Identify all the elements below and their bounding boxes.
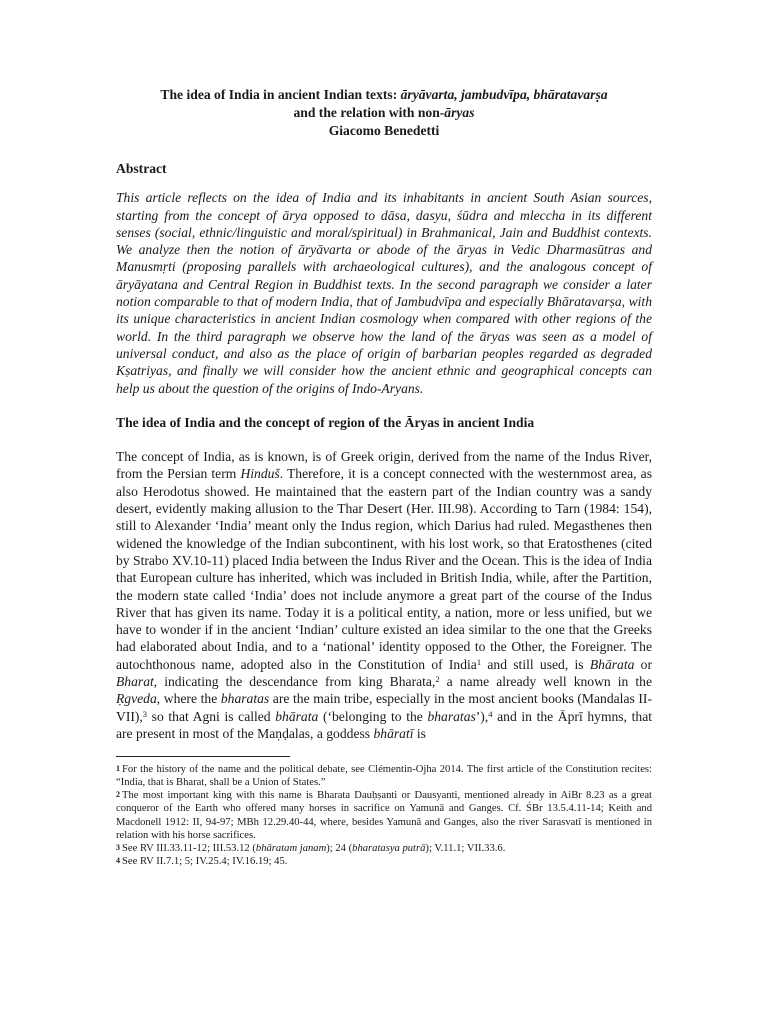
footnote-divider bbox=[116, 756, 290, 757]
footnote-ref-3[interactable]: 3 bbox=[142, 708, 148, 719]
footnote-2: $^2$ The most important king with this name is Bharata Dauḥṣanti or Dausyanti, mentioned already in AiBr 8.23 as a great conqueror of the Earth who offered many horses in sacrifice on Yamunā and Ganges. Cf. ŚBr 13.5.4.11-14; Keith and Macdonell 1912: II, 94-97; MBh 12.29.40-44, where, besides Yamunā and Ganges, also the river Sarasvatī is mentioned in relation with his horse sacrifices. bbox=[116, 790, 652, 841]
section-heading: The idea of India and the concept of region of the Āryas in ancient India bbox=[116, 414, 535, 430]
footnote-1: $^1$ For the history of the name and the political debate, see Clémentin-Ojha 2014. The first article of the Constitution recites: “India, that is Bharat, shall be a Union of States.” bbox=[116, 764, 652, 789]
footnote-ref-1[interactable]: 1 bbox=[476, 656, 482, 667]
footnote-ref-2[interactable]: 2 bbox=[435, 674, 440, 685]
abstract-heading: Abstract bbox=[116, 161, 167, 176]
abstract-text: This article reflects on the idea of India and its inhabitants in ancient South Asian sources, starting from the concept of ārya opposed to dāsa, dasyu, śūdra and mleccha in its different senses (social, ethnic/linguistic and moral/spiritual) in Brahmanical, Jain and Buddhist contexts. We analyze then the notion of āryāvarta or abode of the āryas in Vedic Dharmasūtras and Manusmṛti (proposing parallels with archaeological cultures), and the analogous concept of āryāyatana and Central Region in Buddhist texts. In the second paragraph we consider a later notion comparable to that of modern India, that of Jambudvīpa and especially Bhāratavarṣa, with its unique characteristics in ancient Indian cosmology when compared with other regions of the world. In the third paragraph we observe how the land of the āryas was seen as a model of universal conduct, and also as the place of origin of barbarian peoples regarded as degraded Kṣatriyas, and finally we will consider how the ancient ethnic and geographical concepts can help us about the question of the origins of Indo-Aryans. bbox=[116, 190, 652, 396]
title-line-2: and the relation with non-āryas bbox=[293, 105, 475, 120]
title-line-1: The idea of India in ancient Indian texts: āryāvarta, jambudvīpa, bhāratavarṣa bbox=[160, 87, 608, 102]
author-name: Giacomo Benedetti bbox=[328, 123, 440, 138]
footnotes bbox=[116, 763, 652, 868]
footnote-3: $^3$ See RV III.33.11-12; III.53.12 (bhāratam janam); 24 (bharatasya putrā); V.11.1; VII.33.6. bbox=[116, 842, 506, 854]
footnote-4: $^4$ See RV II.7.1; 5; IV.25.4; IV.16.19; 45. bbox=[116, 855, 288, 867]
footnote-ref-4[interactable]: 4 bbox=[488, 708, 493, 719]
body-paragraph: The concept of India, as is known, is of Greek origin, derived from the name of the Indus River, from the Persian term Hinduš. Therefore, it is a concept connected with the westernmost area, as also Herodotus showed. He maintained that the eastern part of the Indian country was a sandy desert, evidently making allusion to the Thar Desert (Her. III.98). According to Tarn (1984: 154), still to Alexander ‘India’ meant only the Indus region, which Darius had ruled. Megasthenes then widened the knowledge of the Indian subcontinent, with his lost work, so that Eratosthenes (cited by Strabo XV.10-11) placed India between the Indus River and the Ocean. This is the idea of India that European culture has inherited, which was included in British India, while, after the Partition, the modern state called ‘India’ does not include anymore a great part of the course of the Indus River that has given its name. Today it is a political entity, a nation, more or less unified, but we have to wonder if in the ancient ‘Indian’ culture existed an idea similar to the one that the Greeks had elaborated about India, and to a ‘national’ identity opposed to the Other, the Foreigner. The autochthonous name, adopted also in the Constitution of India$^1$ and still used, is Bhārata or Bharat, indicating the descendance from king Bharata,$^2$ a name already well known in the Ṛgveda, where the bharatas are the main tribe, especially in the most ancient books (Mandalas II-VII),$^3$ so that Agni is called bhārata (‘belonging to the bharatas’),$^4$ and in the Āprī hymns, that are present in most of the Maṇḍalas, a goddess bhāratī is bbox=[116, 449, 653, 741]
document-page bbox=[116, 86, 652, 868]
paper-title bbox=[116, 86, 652, 140]
